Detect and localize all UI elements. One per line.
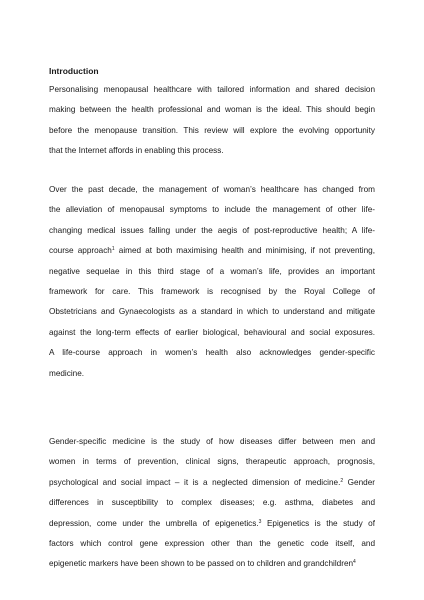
line-text: making between the health professional and woman is the ideal. This should begin [49,105,375,115]
text-line [49,323,375,343]
text-line [49,200,375,220]
text-line [49,432,375,452]
citation-superscript: 2 [340,477,344,484]
text-line [49,141,375,161]
text-line [49,282,375,302]
line-text: course approach [49,246,112,256]
text-line [49,241,375,261]
text-line [49,452,375,472]
text-line [49,302,375,322]
line-text: framework for care. This framework is recognised by the Royal College of [49,286,375,296]
line-text: Over the past decade, the management of woman’s healthcare has changed from [49,185,375,194]
text-line [49,100,375,120]
citation-superscript: 3 [258,518,262,525]
section-heading: Introduction [49,66,99,76]
line-text: Personalising menopausal healthcare with tailored information and shared decision [49,85,375,94]
paragraph-2 [49,180,375,384]
text-line [49,262,375,282]
line-text: Obstetricians and Gynaecologists as a standard in which to understand and mitigate [49,307,375,317]
text-line [49,554,375,574]
text-line [49,534,375,554]
line-text: medicine. [49,368,85,378]
line-text-continued: aimed at both maximising health and minimising, if not preventing, [114,246,375,256]
line-text: differences in susceptibility to complex diseases; e.g. asthma, diabetes and [49,498,375,508]
line-text: depression, come under the umbrella of epigenetics. [49,518,259,528]
paragraph-3 [49,432,375,575]
text-line [49,180,375,200]
paragraph-1 [49,80,375,162]
line-text: factors which control gene expression other than the genetic code itself, and [49,538,375,548]
line-text-continued: Gender [343,477,375,487]
text-line [49,514,375,534]
text-line [49,473,375,493]
line-text: Gender-specific medicine is the study of how diseases differ between men and [49,437,375,446]
line-text: changing medical issues falling under the aegis of post-reproductive health; A life- [49,225,375,235]
text-line [49,493,375,513]
line-text: that the Internet affords in enabling this process. [49,146,224,156]
line-text: epigenetic markers have been shown to be passed on to children and grandchildren [49,559,354,569]
line-text-continued: Epigenetics is the study of [261,518,375,528]
line-text: the alleviation of menopausal symptoms to include the management of other life- [49,205,375,215]
text-line [49,80,375,100]
line-text: women in terms of prevention, clinical signs, therapeutic approach, prognosis, [49,457,375,467]
text-line [49,343,375,363]
line-text: before the menopause transition. This review will explore the evolving opportunity [49,125,375,135]
text-line [49,121,375,141]
line-text: psychological and social impact – it is a neglected dimension of medicine. [49,477,341,487]
line-text: A life-course approach in women’s health also acknowledges gender-specific [49,348,375,358]
citation-superscript: 4 [353,559,356,566]
line-text: against the long-term effects of earlier biological, behavioural and social exposures. [49,327,375,337]
citation-superscript: 1 [111,246,115,253]
text-line [49,221,375,241]
line-text: negative sequelae in this third stage of a woman’s life, provides an important [49,266,375,276]
text-line [49,364,375,384]
